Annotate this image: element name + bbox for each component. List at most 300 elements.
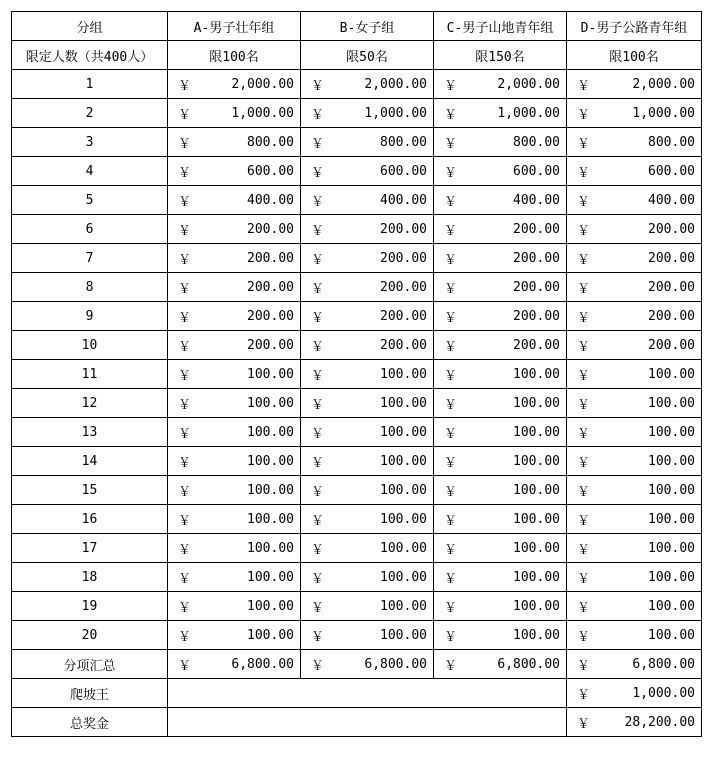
- group-b-prize-cell[interactable]: [301, 157, 434, 186]
- amount-text: 100.00: [648, 540, 695, 556]
- group-b-limit[interactable]: 限50名: [301, 41, 434, 70]
- amount-text: 100.00: [513, 453, 560, 469]
- yen-symbol: ￥: [178, 455, 192, 471]
- group-a-prize-cell[interactable]: [168, 534, 301, 563]
- money-value: [440, 191, 560, 210]
- group-a-prize-cell[interactable]: [168, 505, 301, 534]
- money-value: [174, 365, 294, 384]
- amount-text: 100.00: [247, 453, 294, 469]
- group-a-prize-cell[interactable]: [168, 476, 301, 505]
- group-a-prize-cell[interactable]: [168, 389, 301, 418]
- money-value: [307, 307, 427, 326]
- yen-symbol: ￥: [577, 542, 591, 558]
- money-value: [440, 626, 560, 645]
- group-c-prize-cell[interactable]: [434, 534, 567, 563]
- limit-label-cell[interactable]: 限定人数（共400人）: [12, 41, 168, 70]
- yen-symbol: ￥: [444, 571, 458, 587]
- group-d-prize-cell[interactable]: [567, 70, 702, 99]
- group-a-prize-cell[interactable]: [168, 273, 301, 302]
- group-d-prize-cell[interactable]: [567, 331, 702, 360]
- group-b-prize-cell[interactable]: [301, 505, 434, 534]
- group-d-subtotal-cell[interactable]: [567, 650, 702, 679]
- yen-symbol: ￥: [311, 542, 325, 558]
- money-value: [573, 278, 695, 297]
- yen-symbol: ￥: [577, 78, 591, 94]
- money-value: [307, 220, 427, 239]
- amount-text: 100.00: [247, 424, 294, 440]
- money-value: [174, 336, 294, 355]
- amount-text: 200.00: [648, 250, 695, 266]
- prize-row: [12, 447, 702, 476]
- money-value: [573, 162, 695, 181]
- money-value: [573, 597, 695, 616]
- amount-text: 100.00: [380, 540, 427, 556]
- group-d-prize-cell[interactable]: [567, 621, 702, 650]
- money-value: [174, 539, 294, 558]
- money-value: [307, 365, 427, 384]
- amount-text: 100.00: [380, 598, 427, 614]
- group-c-prize-cell[interactable]: [434, 360, 567, 389]
- rank-cell[interactable]: 8: [12, 273, 168, 302]
- amount-text: 200.00: [380, 221, 427, 237]
- rank-cell[interactable]: 14: [12, 447, 168, 476]
- yen-symbol: ￥: [444, 513, 458, 529]
- prize-row: [12, 128, 702, 157]
- amount-text: 400.00: [380, 192, 427, 208]
- money-value: [573, 133, 695, 152]
- grand-total-amount-cell[interactable]: [567, 708, 702, 737]
- group-a-prize-cell[interactable]: [168, 447, 301, 476]
- money-value: [307, 75, 427, 94]
- money-value: [307, 597, 427, 616]
- yen-symbol: ￥: [311, 513, 325, 529]
- yen-symbol: ￥: [178, 223, 192, 239]
- group-c-prize-cell[interactable]: [434, 302, 567, 331]
- money-value: [440, 655, 560, 674]
- group-a-prize-cell[interactable]: [168, 563, 301, 592]
- grand-total-label-cell[interactable]: 总奖金: [12, 708, 168, 737]
- group-c-prize-cell[interactable]: [434, 447, 567, 476]
- group-a-prize-cell[interactable]: [168, 215, 301, 244]
- amount-text: 100.00: [648, 511, 695, 527]
- group-c-prize-cell[interactable]: [434, 157, 567, 186]
- group-a-prize-cell[interactable]: [168, 157, 301, 186]
- amount-text: 100.00: [648, 627, 695, 643]
- rank-cell[interactable]: 12: [12, 389, 168, 418]
- money-value: [440, 336, 560, 355]
- yen-symbol: ￥: [577, 455, 591, 471]
- limit-row: [12, 41, 702, 70]
- group-b-subtotal-cell[interactable]: [301, 650, 434, 679]
- group-b-prize-cell[interactable]: [301, 273, 434, 302]
- group-b-prize-cell[interactable]: [301, 418, 434, 447]
- group-d-prize-cell[interactable]: [567, 215, 702, 244]
- money-value: [307, 568, 427, 587]
- amount-text: 6,800.00: [632, 656, 695, 672]
- yen-symbol: ￥: [178, 542, 192, 558]
- money-value: [440, 423, 560, 442]
- group-d-prize-cell[interactable]: [567, 563, 702, 592]
- amount-text: 100.00: [247, 366, 294, 382]
- amount-text: 100.00: [380, 511, 427, 527]
- yen-symbol: ￥: [577, 716, 591, 732]
- money-value: [573, 510, 695, 529]
- yen-symbol: ￥: [311, 397, 325, 413]
- money-value: [440, 278, 560, 297]
- yen-symbol: ￥: [444, 658, 458, 674]
- group-c-prize-cell[interactable]: [434, 70, 567, 99]
- amount-text: 200.00: [380, 250, 427, 266]
- amount-text: 28,200.00: [624, 714, 695, 730]
- group-d-prize-cell[interactable]: [567, 360, 702, 389]
- group-c-prize-cell[interactable]: [434, 418, 567, 447]
- amount-text: 2,000.00: [632, 76, 695, 92]
- yen-symbol: ￥: [444, 252, 458, 268]
- amount-text: 100.00: [648, 482, 695, 498]
- group-c-prize-cell[interactable]: [434, 244, 567, 273]
- group-d-prize-cell[interactable]: [567, 186, 702, 215]
- money-value: [174, 220, 294, 239]
- rank-cell[interactable]: 2: [12, 99, 168, 128]
- group-b-prize-cell[interactable]: [301, 389, 434, 418]
- money-value: [174, 423, 294, 442]
- prize-row: [12, 215, 702, 244]
- rank-cell[interactable]: 7: [12, 244, 168, 273]
- money-value: [440, 104, 560, 123]
- yen-symbol: ￥: [577, 426, 591, 442]
- group-b-prize-cell[interactable]: [301, 447, 434, 476]
- group-b-prize-cell[interactable]: [301, 186, 434, 215]
- rank-cell[interactable]: 20: [12, 621, 168, 650]
- money-value: [307, 655, 427, 674]
- amount-text: 100.00: [380, 424, 427, 440]
- yen-symbol: ￥: [311, 223, 325, 239]
- group-b-prize-cell[interactable]: [301, 592, 434, 621]
- rank-cell[interactable]: 15: [12, 476, 168, 505]
- rank-cell[interactable]: 17: [12, 534, 168, 563]
- group-c-prize-cell[interactable]: [434, 476, 567, 505]
- group-a-subtotal-cell[interactable]: [168, 650, 301, 679]
- money-value: [573, 307, 695, 326]
- rank-cell[interactable]: 3: [12, 128, 168, 157]
- prize-row: [12, 186, 702, 215]
- group-c-prize-cell[interactable]: [434, 389, 567, 418]
- money-value: [174, 510, 294, 529]
- money-value: [307, 394, 427, 413]
- group-b-prize-cell[interactable]: [301, 70, 434, 99]
- prize-row: [12, 331, 702, 360]
- yen-symbol: ￥: [311, 484, 325, 500]
- money-value: [307, 162, 427, 181]
- amount-text: 600.00: [648, 163, 695, 179]
- amount-text: 200.00: [513, 221, 560, 237]
- yen-symbol: ￥: [311, 310, 325, 326]
- group-c-prize-cell[interactable]: [434, 563, 567, 592]
- group-d-prize-cell[interactable]: [567, 592, 702, 621]
- yen-symbol: ￥: [178, 600, 192, 616]
- money-value: [440, 452, 560, 471]
- group-d-prize-cell[interactable]: [567, 447, 702, 476]
- group-c-header[interactable]: C-男子山地青年组: [434, 12, 567, 41]
- amount-text: 1,000.00: [632, 105, 695, 121]
- money-value: [174, 133, 294, 152]
- group-c-prize-cell[interactable]: [434, 215, 567, 244]
- group-c-prize-cell[interactable]: [434, 505, 567, 534]
- group-b-prize-cell[interactable]: [301, 302, 434, 331]
- group-a-prize-cell[interactable]: [168, 331, 301, 360]
- money-value: [573, 75, 695, 94]
- yen-symbol: ￥: [311, 629, 325, 645]
- amount-text: 100.00: [380, 453, 427, 469]
- rank-cell[interactable]: 16: [12, 505, 168, 534]
- money-value: [573, 336, 695, 355]
- money-value: [307, 336, 427, 355]
- grand-total-empty-cell[interactable]: [168, 708, 567, 737]
- group-a-prize-cell[interactable]: [168, 186, 301, 215]
- group-a-header[interactable]: A-男子壮年组: [168, 12, 301, 41]
- group-b-prize-cell[interactable]: [301, 244, 434, 273]
- amount-text: 100.00: [247, 482, 294, 498]
- money-value: [440, 597, 560, 616]
- yen-symbol: ￥: [444, 600, 458, 616]
- group-d-prize-cell[interactable]: [567, 157, 702, 186]
- amount-text: 200.00: [380, 308, 427, 324]
- yen-symbol: ￥: [178, 339, 192, 355]
- amount-text: 400.00: [513, 192, 560, 208]
- group-b-prize-cell[interactable]: [301, 563, 434, 592]
- amount-text: 600.00: [247, 163, 294, 179]
- group-b-prize-cell[interactable]: [301, 476, 434, 505]
- amount-text: 600.00: [513, 163, 560, 179]
- money-value: [440, 133, 560, 152]
- money-value: [307, 423, 427, 442]
- amount-text: 100.00: [648, 395, 695, 411]
- group-b-prize-cell[interactable]: [301, 128, 434, 157]
- yen-symbol: ￥: [178, 165, 192, 181]
- group-d-prize-cell[interactable]: [567, 99, 702, 128]
- yen-symbol: ￥: [444, 339, 458, 355]
- rank-cell[interactable]: 13: [12, 418, 168, 447]
- group-a-prize-cell[interactable]: [168, 128, 301, 157]
- yen-symbol: ￥: [178, 107, 192, 123]
- money-value: [440, 539, 560, 558]
- money-value: [573, 452, 695, 471]
- group-a-prize-cell[interactable]: [168, 360, 301, 389]
- group-c-prize-cell[interactable]: [434, 186, 567, 215]
- group-a-prize-cell[interactable]: [168, 592, 301, 621]
- money-value: [307, 539, 427, 558]
- group-c-prize-cell[interactable]: [434, 273, 567, 302]
- amount-text: 200.00: [648, 308, 695, 324]
- yen-symbol: ￥: [178, 194, 192, 210]
- amount-text: 100.00: [513, 511, 560, 527]
- money-value: [573, 655, 695, 674]
- prize-row: [12, 389, 702, 418]
- group-d-prize-cell[interactable]: [567, 505, 702, 534]
- group-a-limit[interactable]: 限100名: [168, 41, 301, 70]
- amount-text: 100.00: [380, 569, 427, 585]
- group-a-prize-cell[interactable]: [168, 99, 301, 128]
- amount-text: 2,000.00: [231, 76, 294, 92]
- group-a-prize-cell[interactable]: [168, 621, 301, 650]
- group-d-prize-cell[interactable]: [567, 534, 702, 563]
- group-c-prize-cell[interactable]: [434, 592, 567, 621]
- group-header-row: [12, 12, 702, 41]
- prize-row: [12, 360, 702, 389]
- yen-symbol: ￥: [311, 339, 325, 355]
- prize-row: [12, 476, 702, 505]
- money-value: [573, 481, 695, 500]
- rank-cell[interactable]: 11: [12, 360, 168, 389]
- yen-symbol: ￥: [311, 426, 325, 442]
- money-value: [307, 191, 427, 210]
- group-d-prize-cell[interactable]: [567, 244, 702, 273]
- group-b-prize-cell[interactable]: [301, 331, 434, 360]
- yen-symbol: ￥: [577, 397, 591, 413]
- king-of-mountain-label-cell[interactable]: 爬坡王: [12, 679, 168, 708]
- king-of-mountain-amount-cell[interactable]: [567, 679, 702, 708]
- group-b-prize-cell[interactable]: [301, 215, 434, 244]
- yen-symbol: ￥: [311, 252, 325, 268]
- money-value: [440, 307, 560, 326]
- king-of-mountain-row: [12, 679, 702, 708]
- money-value: [174, 249, 294, 268]
- group-c-prize-cell[interactable]: [434, 128, 567, 157]
- group-b-header[interactable]: B-女子组: [301, 12, 434, 41]
- yen-symbol: ￥: [444, 426, 458, 442]
- amount-text: 1,000.00: [364, 105, 427, 121]
- group-d-prize-cell[interactable]: [567, 273, 702, 302]
- yen-symbol: ￥: [178, 513, 192, 529]
- amount-text: 100.00: [380, 395, 427, 411]
- rank-cell[interactable]: 1: [12, 70, 168, 99]
- money-value: [573, 104, 695, 123]
- king-of-mountain-empty-cell[interactable]: [168, 679, 567, 708]
- amount-text: 200.00: [380, 337, 427, 353]
- group-c-limit[interactable]: 限150名: [434, 41, 567, 70]
- money-value: [573, 539, 695, 558]
- money-value: [307, 452, 427, 471]
- money-value: [573, 220, 695, 239]
- group-a-prize-cell[interactable]: [168, 302, 301, 331]
- prize-row: [12, 244, 702, 273]
- money-value: [307, 278, 427, 297]
- subtotal-row: [12, 650, 702, 679]
- group-d-prize-cell[interactable]: [567, 302, 702, 331]
- rank-cell[interactable]: 10: [12, 331, 168, 360]
- yen-symbol: ￥: [577, 252, 591, 268]
- amount-text: 100.00: [513, 598, 560, 614]
- amount-text: 200.00: [380, 279, 427, 295]
- yen-symbol: ￥: [577, 571, 591, 587]
- yen-symbol: ￥: [577, 194, 591, 210]
- prize-row: [12, 534, 702, 563]
- money-value: [174, 162, 294, 181]
- amount-text: 6,800.00: [497, 656, 560, 672]
- yen-symbol: ￥: [311, 658, 325, 674]
- subtotal-label-cell[interactable]: 分项汇总: [12, 650, 168, 679]
- group-a-prize-cell[interactable]: [168, 418, 301, 447]
- amount-text: 400.00: [247, 192, 294, 208]
- yen-symbol: ￥: [178, 658, 192, 674]
- group-b-prize-cell[interactable]: [301, 534, 434, 563]
- amount-text: 100.00: [380, 482, 427, 498]
- money-value: [573, 365, 695, 384]
- amount-text: 100.00: [513, 424, 560, 440]
- yen-symbol: ￥: [577, 107, 591, 123]
- amount-text: 100.00: [247, 395, 294, 411]
- grand-total-row: [12, 708, 702, 737]
- rank-cell[interactable]: 18: [12, 563, 168, 592]
- amount-text: 800.00: [648, 134, 695, 150]
- rank-cell[interactable]: 4: [12, 157, 168, 186]
- group-d-prize-cell[interactable]: [567, 476, 702, 505]
- group-d-prize-cell[interactable]: [567, 389, 702, 418]
- group-a-prize-cell[interactable]: [168, 70, 301, 99]
- money-value: [573, 423, 695, 442]
- money-value: [174, 394, 294, 413]
- amount-text: 200.00: [648, 221, 695, 237]
- group-label-cell[interactable]: 分组: [12, 12, 168, 41]
- yen-symbol: ￥: [311, 165, 325, 181]
- group-d-prize-cell[interactable]: [567, 128, 702, 157]
- yen-symbol: ￥: [178, 78, 192, 94]
- rank-cell[interactable]: 6: [12, 215, 168, 244]
- yen-symbol: ￥: [178, 136, 192, 152]
- money-value: [174, 452, 294, 471]
- money-value: [174, 307, 294, 326]
- money-value: [307, 133, 427, 152]
- prize-row: [12, 273, 702, 302]
- group-b-prize-cell[interactable]: [301, 621, 434, 650]
- rank-cell[interactable]: 5: [12, 186, 168, 215]
- yen-symbol: ￥: [577, 339, 591, 355]
- group-a-prize-cell[interactable]: [168, 244, 301, 273]
- amount-text: 100.00: [513, 627, 560, 643]
- group-d-prize-cell[interactable]: [567, 418, 702, 447]
- group-b-prize-cell[interactable]: [301, 360, 434, 389]
- amount-text: 400.00: [648, 192, 695, 208]
- group-c-prize-cell[interactable]: [434, 621, 567, 650]
- amount-text: 100.00: [247, 598, 294, 614]
- yen-symbol: ￥: [444, 368, 458, 384]
- amount-text: 1,000.00: [497, 105, 560, 121]
- yen-symbol: ￥: [444, 397, 458, 413]
- rank-cell[interactable]: 19: [12, 592, 168, 621]
- yen-symbol: ￥: [577, 513, 591, 529]
- amount-text: 100.00: [648, 453, 695, 469]
- money-value: [440, 220, 560, 239]
- money-value: [440, 162, 560, 181]
- amount-text: 100.00: [648, 366, 695, 382]
- money-value: [307, 481, 427, 500]
- money-value: [573, 713, 695, 732]
- rank-cell[interactable]: 9: [12, 302, 168, 331]
- yen-symbol: ￥: [444, 484, 458, 500]
- group-d-header[interactable]: D-男子公路青年组: [567, 12, 702, 41]
- group-d-limit[interactable]: 限100名: [567, 41, 702, 70]
- group-c-prize-cell[interactable]: [434, 99, 567, 128]
- yen-symbol: ￥: [577, 484, 591, 500]
- group-c-subtotal-cell[interactable]: [434, 650, 567, 679]
- group-c-prize-cell[interactable]: [434, 331, 567, 360]
- group-b-prize-cell[interactable]: [301, 99, 434, 128]
- money-value: [307, 626, 427, 645]
- amount-text: 100.00: [648, 569, 695, 585]
- yen-symbol: ￥: [577, 165, 591, 181]
- amount-text: 600.00: [380, 163, 427, 179]
- amount-text: 200.00: [247, 337, 294, 353]
